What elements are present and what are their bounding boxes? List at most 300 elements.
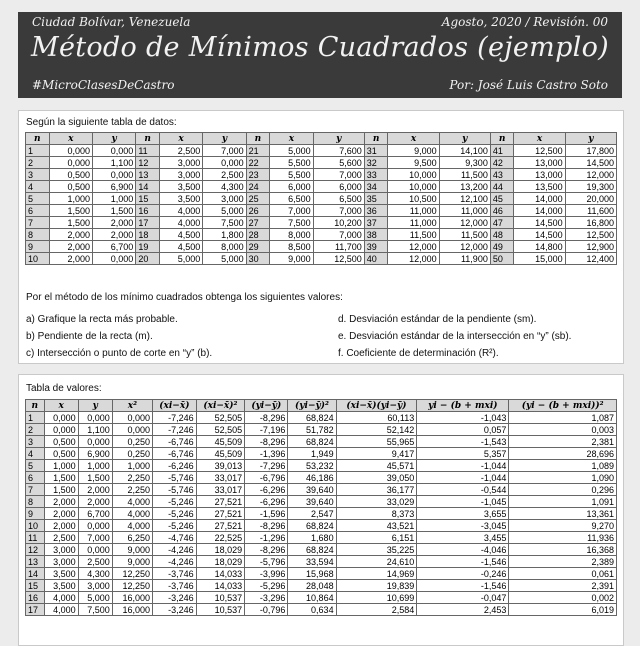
value-cell: -8,296 bbox=[245, 436, 288, 448]
date-revision-text: Agosto, 2020 / Revisión. 00 bbox=[441, 15, 608, 29]
row-index-cell: 44 bbox=[490, 181, 514, 193]
page-title: Método de Mínimos Cuadrados (ejemplo) bbox=[31, 32, 609, 63]
value-cell: -7,246 bbox=[153, 412, 197, 424]
value-cell: 12,500 bbox=[565, 229, 616, 241]
value-cell: 9,000 bbox=[270, 253, 313, 265]
author-text: Por: José Luis Castro Soto bbox=[449, 78, 608, 92]
value-cell: 33,017 bbox=[196, 472, 244, 484]
item-e: e. Desviación estándar de la intersección en “y” (sb). bbox=[338, 331, 572, 342]
value-cell: 12,500 bbox=[313, 253, 364, 265]
value-cell: 52,505 bbox=[196, 424, 244, 436]
value-cell: 3,500 bbox=[44, 568, 78, 580]
value-cell: 7,600 bbox=[313, 145, 364, 157]
value-cell: 1,500 bbox=[49, 217, 92, 229]
value-cell: 2,000 bbox=[92, 217, 135, 229]
value-cell: 6,250 bbox=[112, 532, 152, 544]
value-cell: 2,389 bbox=[509, 556, 617, 568]
value-cell: 53,232 bbox=[288, 460, 336, 472]
value-cell: 12,250 bbox=[112, 568, 152, 580]
value-cell: 10,000 bbox=[388, 169, 439, 181]
value-cell: 4,000 bbox=[44, 604, 78, 616]
value-cell: 9,270 bbox=[509, 520, 617, 532]
table-row bbox=[26, 157, 617, 169]
table-row bbox=[26, 181, 617, 193]
row-index-cell: 25 bbox=[246, 193, 270, 205]
value-cell: 3,500 bbox=[159, 181, 202, 193]
value-cell: 11,700 bbox=[313, 241, 364, 253]
value-cell: 11,000 bbox=[388, 217, 439, 229]
row-index-cell: 24 bbox=[246, 181, 270, 193]
row-index-cell: 47 bbox=[490, 217, 514, 229]
row-index-cell: 16 bbox=[26, 592, 45, 604]
value-cell: 10,200 bbox=[313, 217, 364, 229]
row-index-cell: 12 bbox=[136, 157, 160, 169]
value-cell: 9,000 bbox=[388, 145, 439, 157]
value-cell: -4,046 bbox=[417, 544, 509, 556]
value-cell: 1,090 bbox=[509, 472, 617, 484]
data-header-cell: y bbox=[92, 133, 135, 145]
value-cell: 52,142 bbox=[336, 424, 417, 436]
values-header-cell: x bbox=[44, 400, 78, 412]
data-header-cell: y bbox=[313, 133, 364, 145]
value-cell: -1,596 bbox=[245, 508, 288, 520]
row-index-cell: 9 bbox=[26, 508, 45, 520]
value-cell: 10,000 bbox=[388, 181, 439, 193]
value-cell: 4,300 bbox=[203, 181, 246, 193]
values-header-cell: x² bbox=[112, 400, 152, 412]
value-cell: 15,968 bbox=[288, 568, 336, 580]
value-cell: -6,746 bbox=[153, 436, 197, 448]
item-b: b) Pendiente de la recta (m). bbox=[26, 331, 153, 342]
value-cell: -1,546 bbox=[417, 556, 509, 568]
value-cell: 16,000 bbox=[112, 592, 152, 604]
row-index-cell: 5 bbox=[26, 193, 50, 205]
value-cell: 2,453 bbox=[417, 604, 509, 616]
value-cell: -6,296 bbox=[245, 484, 288, 496]
data-header-cell: n bbox=[490, 133, 514, 145]
value-cell: 5,500 bbox=[270, 169, 313, 181]
value-cell: 3,500 bbox=[44, 580, 78, 592]
value-cell: 1,100 bbox=[78, 424, 112, 436]
table-row bbox=[26, 205, 617, 217]
value-cell: 28,048 bbox=[288, 580, 336, 592]
row-index-cell: 33 bbox=[364, 169, 388, 181]
values-title: Tabla de valores: bbox=[26, 383, 102, 394]
table-row bbox=[26, 556, 617, 568]
value-cell: 4,300 bbox=[78, 568, 112, 580]
value-cell: 8,000 bbox=[203, 241, 246, 253]
table-row bbox=[26, 229, 617, 241]
value-cell: 11,900 bbox=[439, 253, 490, 265]
row-index-cell: 37 bbox=[364, 217, 388, 229]
value-cell: 0,000 bbox=[78, 520, 112, 532]
data-header-cell: n bbox=[246, 133, 270, 145]
row-index-cell: 46 bbox=[490, 205, 514, 217]
value-cell: 14,000 bbox=[514, 205, 565, 217]
row-index-cell: 3 bbox=[26, 436, 45, 448]
value-cell: 35,225 bbox=[336, 544, 417, 556]
row-index-cell: 28 bbox=[246, 229, 270, 241]
value-cell: -0,246 bbox=[417, 568, 509, 580]
value-cell: -3,746 bbox=[153, 580, 197, 592]
value-cell: 0,002 bbox=[509, 592, 617, 604]
value-cell: 3,655 bbox=[417, 508, 509, 520]
value-cell: 9,417 bbox=[336, 448, 417, 460]
value-cell: 0,000 bbox=[112, 424, 152, 436]
row-index-cell: 50 bbox=[490, 253, 514, 265]
value-cell: 33,594 bbox=[288, 556, 336, 568]
value-cell: 11,936 bbox=[509, 532, 617, 544]
value-cell: 12,900 bbox=[565, 241, 616, 253]
value-cell: 52,505 bbox=[196, 412, 244, 424]
value-cell: 0,250 bbox=[112, 436, 152, 448]
table-row bbox=[26, 241, 617, 253]
row-index-cell: 29 bbox=[246, 241, 270, 253]
value-cell: 0,500 bbox=[49, 169, 92, 181]
data-header-cell: y bbox=[203, 133, 246, 145]
value-cell: -1,043 bbox=[417, 412, 509, 424]
value-cell: 6,500 bbox=[270, 193, 313, 205]
value-cell: 9,000 bbox=[112, 556, 152, 568]
value-cell: 6,500 bbox=[313, 193, 364, 205]
value-cell: 2,391 bbox=[509, 580, 617, 592]
values-header-cell: (xi−x̄)(yi−ȳ) bbox=[336, 400, 417, 412]
value-cell: 2,500 bbox=[78, 556, 112, 568]
value-cell: 27,521 bbox=[196, 508, 244, 520]
value-cell: -8,296 bbox=[245, 544, 288, 556]
data-header-cell: x bbox=[159, 133, 202, 145]
values-card bbox=[18, 374, 624, 646]
value-cell: 0,000 bbox=[44, 412, 78, 424]
value-cell: 3,000 bbox=[44, 544, 78, 556]
value-cell: -1,045 bbox=[417, 496, 509, 508]
value-cell: -1,396 bbox=[245, 448, 288, 460]
value-cell: 7,000 bbox=[313, 229, 364, 241]
value-cell: 6,000 bbox=[313, 181, 364, 193]
values-header-cell: (xi−x̄) bbox=[153, 400, 197, 412]
row-index-cell: 11 bbox=[136, 145, 160, 157]
table-row bbox=[26, 496, 617, 508]
table-row bbox=[26, 217, 617, 229]
value-cell: -0,796 bbox=[245, 604, 288, 616]
value-cell: 11,500 bbox=[388, 229, 439, 241]
value-cell: 14,000 bbox=[514, 193, 565, 205]
values-header-cell: n bbox=[26, 400, 45, 412]
value-cell: 1,800 bbox=[203, 229, 246, 241]
value-cell: 14,500 bbox=[514, 217, 565, 229]
value-cell: 1,500 bbox=[44, 472, 78, 484]
value-cell: 6,019 bbox=[509, 604, 617, 616]
value-cell: 7,000 bbox=[313, 205, 364, 217]
table-row bbox=[26, 580, 617, 592]
data-header-cell: n bbox=[364, 133, 388, 145]
row-index-cell: 1 bbox=[26, 145, 50, 157]
row-index-cell: 2 bbox=[26, 424, 45, 436]
row-index-cell: 8 bbox=[26, 496, 45, 508]
value-cell: 0,000 bbox=[78, 436, 112, 448]
value-cell: 3,000 bbox=[44, 556, 78, 568]
value-cell: 14,500 bbox=[514, 229, 565, 241]
value-cell: 11,500 bbox=[439, 229, 490, 241]
row-index-cell: 5 bbox=[26, 460, 45, 472]
value-cell: 0,061 bbox=[509, 568, 617, 580]
table-row bbox=[26, 604, 617, 616]
value-cell: 5,000 bbox=[159, 253, 202, 265]
value-cell: 10,500 bbox=[388, 193, 439, 205]
value-cell: -0,047 bbox=[417, 592, 509, 604]
value-cell: 39,013 bbox=[196, 460, 244, 472]
value-cell: 33,029 bbox=[336, 496, 417, 508]
row-index-cell: 17 bbox=[136, 217, 160, 229]
value-cell: -5,246 bbox=[153, 520, 197, 532]
value-cell: 7,000 bbox=[313, 169, 364, 181]
value-cell: -8,296 bbox=[245, 520, 288, 532]
row-index-cell: 30 bbox=[246, 253, 270, 265]
table-row bbox=[26, 472, 617, 484]
value-cell: 33,017 bbox=[196, 484, 244, 496]
value-cell: 46,186 bbox=[288, 472, 336, 484]
value-cell: 2,584 bbox=[336, 604, 417, 616]
value-cell: -3,746 bbox=[153, 568, 197, 580]
value-cell: 2,000 bbox=[49, 241, 92, 253]
value-cell: 0,500 bbox=[44, 448, 78, 460]
value-cell: 0,057 bbox=[417, 424, 509, 436]
value-cell: -6,246 bbox=[153, 460, 197, 472]
value-cell: 9,300 bbox=[439, 157, 490, 169]
value-cell: -3,246 bbox=[153, 604, 197, 616]
value-cell: 1,680 bbox=[288, 532, 336, 544]
value-cell: 6,900 bbox=[78, 448, 112, 460]
values-header-cell: y bbox=[78, 400, 112, 412]
value-cell: 5,000 bbox=[203, 205, 246, 217]
value-cell: 3,000 bbox=[159, 157, 202, 169]
data-header-cell: x bbox=[270, 133, 313, 145]
value-cell: 68,824 bbox=[288, 520, 336, 532]
value-cell: 68,824 bbox=[288, 544, 336, 556]
value-cell: -3,296 bbox=[245, 592, 288, 604]
value-cell: 19,839 bbox=[336, 580, 417, 592]
values-header-cell: (yi−ȳ)² bbox=[288, 400, 336, 412]
value-cell: 4,000 bbox=[44, 592, 78, 604]
value-cell: 3,000 bbox=[203, 193, 246, 205]
value-cell: 2,381 bbox=[509, 436, 617, 448]
data-header-cell: y bbox=[565, 133, 616, 145]
table-row bbox=[26, 508, 617, 520]
value-cell: 12,250 bbox=[112, 580, 152, 592]
value-cell: -5,246 bbox=[153, 496, 197, 508]
item-f: f. Coeficiente de determinación (R²). bbox=[338, 348, 499, 359]
row-index-cell: 20 bbox=[136, 253, 160, 265]
value-cell: 0,000 bbox=[203, 157, 246, 169]
row-index-cell: 11 bbox=[26, 532, 45, 544]
row-index-cell: 1 bbox=[26, 412, 45, 424]
table-row bbox=[26, 484, 617, 496]
value-cell: 0,000 bbox=[92, 169, 135, 181]
values-header-cell: (xi−x̄)² bbox=[196, 400, 244, 412]
value-cell: 14,800 bbox=[514, 241, 565, 253]
row-index-cell: 34 bbox=[364, 181, 388, 193]
value-cell: 1,087 bbox=[509, 412, 617, 424]
table-row bbox=[26, 253, 617, 265]
row-index-cell: 27 bbox=[246, 217, 270, 229]
value-cell: 11,000 bbox=[439, 205, 490, 217]
value-cell: -1,044 bbox=[417, 472, 509, 484]
value-cell: -6,746 bbox=[153, 448, 197, 460]
value-cell: 3,455 bbox=[417, 532, 509, 544]
value-cell: 7,000 bbox=[203, 145, 246, 157]
value-cell: 1,000 bbox=[49, 193, 92, 205]
value-cell: 4,500 bbox=[159, 229, 202, 241]
value-cell: 0,500 bbox=[44, 436, 78, 448]
value-cell: 7,000 bbox=[270, 205, 313, 217]
value-cell: -4,246 bbox=[153, 556, 197, 568]
row-index-cell: 45 bbox=[490, 193, 514, 205]
value-cell: -7,296 bbox=[245, 460, 288, 472]
value-cell: 2,000 bbox=[78, 496, 112, 508]
value-cell: -5,746 bbox=[153, 472, 197, 484]
row-index-cell: 14 bbox=[136, 181, 160, 193]
value-cell: 10,537 bbox=[196, 604, 244, 616]
value-cell: 68,824 bbox=[288, 412, 336, 424]
value-cell: 4,500 bbox=[159, 241, 202, 253]
value-cell: 1,000 bbox=[44, 460, 78, 472]
value-cell: 45,509 bbox=[196, 436, 244, 448]
value-cell: 2,500 bbox=[159, 145, 202, 157]
value-cell: 1,100 bbox=[92, 157, 135, 169]
value-cell: 60,113 bbox=[336, 412, 417, 424]
value-cell: 4,000 bbox=[159, 217, 202, 229]
value-cell: -6,296 bbox=[245, 496, 288, 508]
value-cell: -1,543 bbox=[417, 436, 509, 448]
data-table bbox=[25, 132, 617, 265]
row-index-cell: 23 bbox=[246, 169, 270, 181]
value-cell: 12,400 bbox=[565, 253, 616, 265]
value-cell: 6,900 bbox=[92, 181, 135, 193]
value-cell: 27,521 bbox=[196, 496, 244, 508]
row-index-cell: 13 bbox=[136, 169, 160, 181]
row-index-cell: 36 bbox=[364, 205, 388, 217]
value-cell: 1,500 bbox=[92, 205, 135, 217]
value-cell: 3,000 bbox=[78, 580, 112, 592]
value-cell: -5,246 bbox=[153, 508, 197, 520]
value-cell: -1,546 bbox=[417, 580, 509, 592]
value-cell: 10,864 bbox=[288, 592, 336, 604]
row-index-cell: 13 bbox=[26, 556, 45, 568]
value-cell: 2,000 bbox=[78, 484, 112, 496]
row-index-cell: 14 bbox=[26, 568, 45, 580]
value-cell: 5,000 bbox=[270, 145, 313, 157]
row-index-cell: 19 bbox=[136, 241, 160, 253]
value-cell: 16,800 bbox=[565, 217, 616, 229]
value-cell: 5,000 bbox=[78, 592, 112, 604]
value-cell: 14,033 bbox=[196, 580, 244, 592]
table-row bbox=[26, 568, 617, 580]
row-index-cell: 43 bbox=[490, 169, 514, 181]
value-cell: 2,250 bbox=[112, 472, 152, 484]
value-cell: 0,000 bbox=[78, 544, 112, 556]
value-cell: 13,000 bbox=[514, 157, 565, 169]
value-cell: -7,196 bbox=[245, 424, 288, 436]
value-cell: 19,300 bbox=[565, 181, 616, 193]
row-index-cell: 16 bbox=[136, 205, 160, 217]
value-cell: 12,000 bbox=[439, 217, 490, 229]
row-index-cell: 4 bbox=[26, 448, 45, 460]
value-cell: 0,634 bbox=[288, 604, 336, 616]
value-cell: 5,000 bbox=[203, 253, 246, 265]
value-cell: 13,200 bbox=[439, 181, 490, 193]
data-header-cell: x bbox=[388, 133, 439, 145]
table-row bbox=[26, 424, 617, 436]
value-cell: -1,296 bbox=[245, 532, 288, 544]
value-cell: 4,000 bbox=[112, 508, 152, 520]
values-header-cell: (yi − (b + mxi))² bbox=[509, 400, 617, 412]
value-cell: 11,500 bbox=[439, 169, 490, 181]
value-cell: 0,000 bbox=[92, 145, 135, 157]
value-cell: -8,296 bbox=[245, 412, 288, 424]
value-cell: 5,500 bbox=[270, 157, 313, 169]
value-cell: 2,000 bbox=[49, 253, 92, 265]
data-header-cell: y bbox=[439, 133, 490, 145]
item-c: c) Intersección o punto de corte en “y” (b). bbox=[26, 348, 213, 359]
data-header-cell: n bbox=[136, 133, 160, 145]
values-table bbox=[25, 399, 617, 616]
data-header-cell: x bbox=[514, 133, 565, 145]
value-cell: 13,000 bbox=[514, 169, 565, 181]
row-index-cell: 40 bbox=[364, 253, 388, 265]
value-cell: 9,500 bbox=[388, 157, 439, 169]
values-header-cell: (yi−ȳ) bbox=[245, 400, 288, 412]
row-index-cell: 4 bbox=[26, 181, 50, 193]
value-cell: 2,500 bbox=[203, 169, 246, 181]
row-index-cell: 17 bbox=[26, 604, 45, 616]
row-index-cell: 22 bbox=[246, 157, 270, 169]
value-cell: 6,000 bbox=[270, 181, 313, 193]
row-index-cell: 9 bbox=[26, 241, 50, 253]
value-cell: -4,246 bbox=[153, 544, 197, 556]
row-index-cell: 39 bbox=[364, 241, 388, 253]
row-index-cell: 48 bbox=[490, 229, 514, 241]
row-index-cell: 3 bbox=[26, 169, 50, 181]
value-cell: 55,965 bbox=[336, 436, 417, 448]
value-cell: 0,000 bbox=[92, 253, 135, 265]
value-cell: 12,000 bbox=[439, 241, 490, 253]
value-cell: 12,500 bbox=[514, 145, 565, 157]
value-cell: 0,000 bbox=[49, 145, 92, 157]
row-index-cell: 15 bbox=[26, 580, 45, 592]
value-cell: 0,003 bbox=[509, 424, 617, 436]
value-cell: 12,000 bbox=[388, 241, 439, 253]
value-cell: 16,000 bbox=[112, 604, 152, 616]
row-index-cell: 10 bbox=[26, 520, 45, 532]
value-cell: 10,699 bbox=[336, 592, 417, 604]
row-index-cell: 26 bbox=[246, 205, 270, 217]
value-cell: 0,500 bbox=[49, 181, 92, 193]
value-cell: 39,050 bbox=[336, 472, 417, 484]
value-cell: 11,600 bbox=[565, 205, 616, 217]
value-cell: 6,700 bbox=[92, 241, 135, 253]
table-row bbox=[26, 145, 617, 157]
value-cell: 20,000 bbox=[565, 193, 616, 205]
value-cell: 14,969 bbox=[336, 568, 417, 580]
row-index-cell: 35 bbox=[364, 193, 388, 205]
value-cell: 6,151 bbox=[336, 532, 417, 544]
value-cell: 6,700 bbox=[78, 508, 112, 520]
data-table-header bbox=[26, 133, 617, 145]
value-cell: 8,373 bbox=[336, 508, 417, 520]
value-cell: 5,357 bbox=[417, 448, 509, 460]
value-cell: 13,361 bbox=[509, 508, 617, 520]
value-cell: 2,000 bbox=[44, 496, 78, 508]
